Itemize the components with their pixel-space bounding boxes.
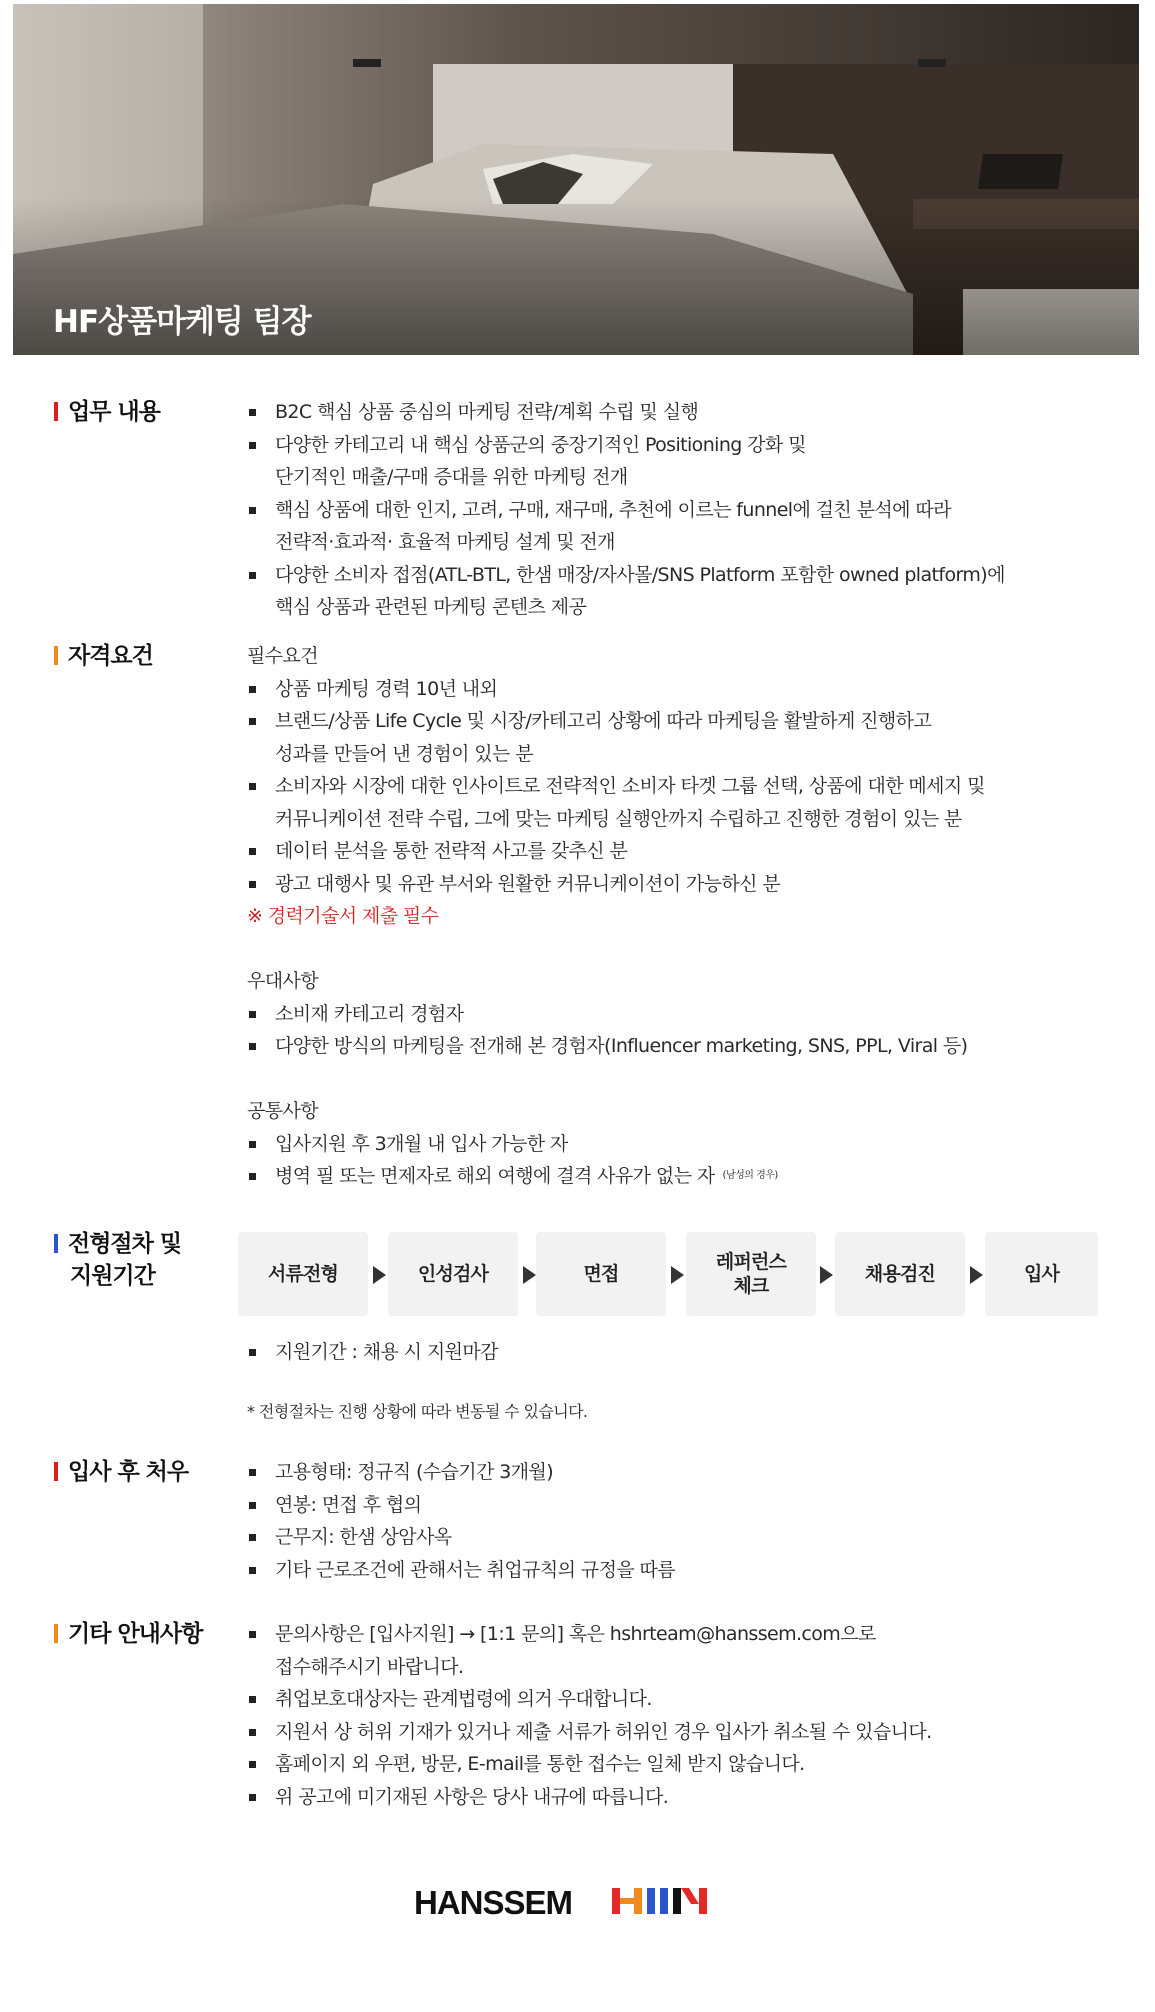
male-only-note: (남성의 경우) (722, 1170, 778, 1181)
list-item: 연봉: 면접 후 협의 (247, 1489, 1097, 1522)
list-item: 근무지: 한샘 상암사옥 (247, 1521, 1097, 1554)
list-item: 기타 근로조건에 관해서는 취업규칙의 규정을 따름 (247, 1554, 1097, 1587)
list-item: 소비자와 시장에 대한 인사이트로 전략적인 소비자 타겟 그룹 선택, 상품에 대한 메세지 및 커뮤니케이션 전략 수립, 그에 맞는 마케팅 실행안까지 수립하고 진행한 경험이 있는 분 (247, 770, 1097, 835)
logo-wordmark: HANSSEM (414, 1884, 573, 1918)
list-item: 문의사항은 [입사지원] → [1:1 문의] 혹은 hshrteam@hanssem.com으로 접수해주시기 바랍니다. (247, 1618, 1097, 1683)
arrow-right-icon (970, 1266, 983, 1284)
list-item: 다양한 카테고리 내 핵심 상품군의 중장기적인 Positioning 강화 및 단기적인 매출/구매 증대를 위한 마케팅 전개 (247, 429, 1097, 494)
list-item: 병역 필 또는 면제자로 해외 여행에 결격 사유가 없는 자 $^{(남성의 경우)}$ (247, 1160, 1097, 1193)
preferred-title: 우대사항 (247, 970, 319, 992)
list-item: 지원기간 : 채용 시 지원마감 (247, 1336, 1097, 1369)
step-document-screening: 서류전형 (238, 1232, 368, 1316)
arrow-right-icon (820, 1266, 833, 1284)
arrow-right-icon (671, 1266, 684, 1284)
qualifications-heading: 자격요건 (54, 640, 153, 672)
list-item: B2C 핵심 상품 중심의 마케팅 전략/계획 수립 및 실행 (247, 396, 1097, 429)
red-bar-icon (54, 1462, 58, 1481)
benefits-heading: 입사 후 처우 (54, 1456, 188, 1488)
etc-list (247, 1618, 1097, 1813)
list-item: 취업보호대상자는 관계법령에 의거 우대합니다. (247, 1683, 1097, 1716)
preferred-list (247, 998, 1097, 1063)
list-item: 광고 대행사 및 유관 부서와 원활한 커뮤니케이션이 가능하신 분 (247, 868, 1097, 901)
step-reference-check: 레퍼런스 체크 (686, 1232, 816, 1316)
list-item: 다양한 방식의 마케팅을 전개해 본 경험자(Influencer marketing, SNS, PPL, Viral 등) (247, 1030, 1097, 1063)
required-list (247, 673, 1097, 901)
list-item: 고용형태: 정규직 (수습기간 3개월) (247, 1456, 1097, 1489)
process-note: * 전형절차는 진행 상황에 따라 변동될 수 있습니다. (247, 1401, 588, 1421)
list-item: 홈페이지 외 우편, 방문, E-mail를 통한 접수는 일체 받지 않습니다. (247, 1748, 1097, 1781)
period-list (247, 1336, 1097, 1369)
orange-bar-icon (54, 646, 58, 665)
orange-bar-icon (54, 1624, 58, 1643)
step-interview: 면접 (536, 1232, 666, 1316)
duties-list (247, 396, 1097, 624)
step-hiring: 입사 (985, 1232, 1098, 1316)
arrow-right-icon (373, 1266, 386, 1284)
list-item: 핵심 상품에 대한 인지, 고려, 구매, 재구매, 추천에 이르는 funnel에 걸친 분석에 따라 전략적·효과적· 효율적 마케팅 설계 및 전개 (247, 494, 1097, 559)
required-note: ※ 경력기술서 제출 필수 (247, 905, 439, 927)
job-title: HF상품마케팅 팀장 (53, 304, 311, 340)
hero-banner (13, 4, 1139, 355)
list-item: 브랜드/상품 Life Cycle 및 시장/카테고리 상황에 따라 마케팅을 활발하게 진행하고 성과를 만들어 낸 경험이 있는 분 (247, 705, 1097, 770)
list-item: 상품 마케팅 경력 10년 내외 (247, 673, 1097, 706)
list-item: 소비재 카테고리 경험자 (247, 998, 1097, 1031)
etc-heading: 기타 안내사항 (54, 1618, 202, 1650)
list-item: 입사지원 후 3개월 내 입사 가능한 자 (247, 1128, 1097, 1161)
process-steps (238, 1232, 1098, 1316)
logo-symbol (612, 1888, 707, 1914)
required-title: 필수요건 (247, 645, 319, 667)
duties-heading: 업무 내용 (54, 396, 160, 428)
benefits-list (247, 1456, 1097, 1586)
process-heading: 전형절차 및 지원기간 (54, 1228, 181, 1292)
list-item: 위 공고에 미기재된 사항은 당사 내규에 따릅니다. (247, 1781, 1097, 1814)
hanssem-logo (414, 1884, 734, 1918)
step-health-check: 채용검진 (835, 1232, 965, 1316)
red-bar-icon (54, 402, 58, 421)
list-item: 다양한 소비자 접점(ATL-BTL, 한샘 매장/자사몰/SNS Platform 포함한 owned platform)에 핵심 상품과 관련된 마케팅 콘텐츠 제공 (247, 559, 1097, 624)
common-list (247, 1128, 1097, 1193)
blue-bar-icon (54, 1234, 58, 1253)
list-item: 데이터 분석을 통한 전략적 사고를 갖추신 분 (247, 835, 1097, 868)
common-title: 공통사항 (247, 1100, 319, 1122)
list-item: 지원서 상 허위 기재가 있거나 제출 서류가 허위인 경우 입사가 취소될 수 있습니다. (247, 1716, 1097, 1749)
step-personality-test: 인성검사 (388, 1232, 518, 1316)
arrow-right-icon (523, 1266, 536, 1284)
